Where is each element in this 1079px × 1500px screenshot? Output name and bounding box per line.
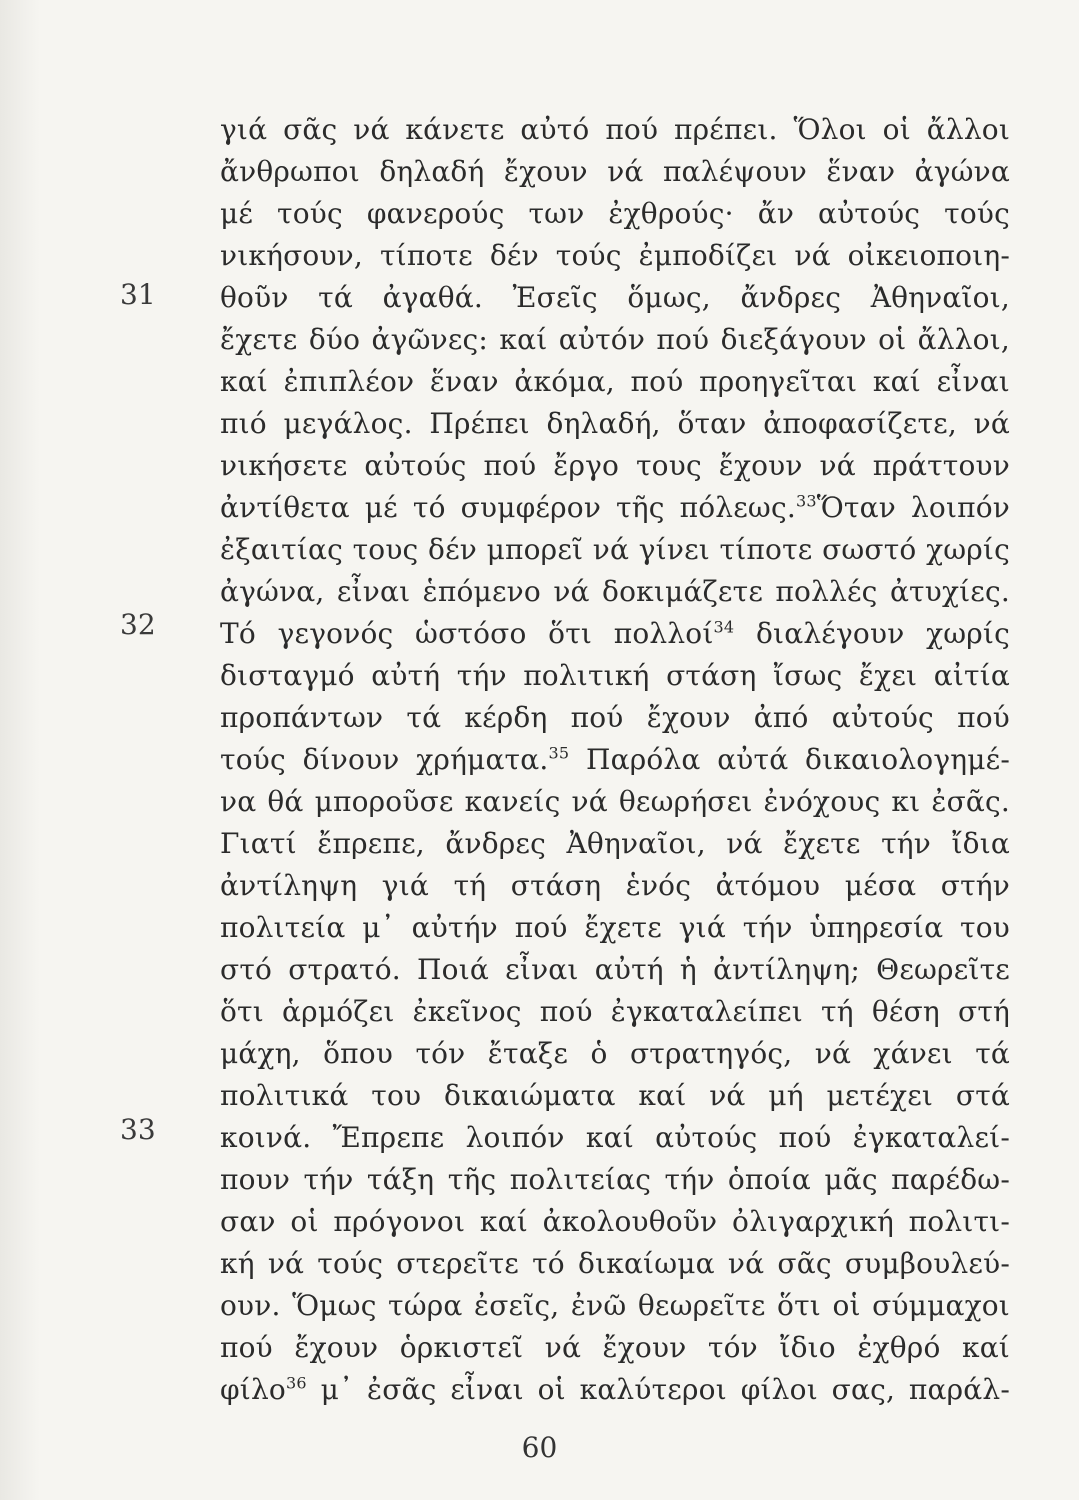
text-line: ἐξαιτίας τους δέν μπορεῖ νά γίνει τίποτε σωστό χωρίς <box>220 533 1010 566</box>
line-text: φίλο <box>220 1373 286 1406</box>
text-line: πιό μεγάλος. Πρέπει δηλαδή, ὅταν ἀποφασίζετε, νά <box>220 407 1010 440</box>
text-line: δισταγμό αὐτή τήν πολιτική στάση ἴσως ἔχει αἰτία <box>220 659 1010 692</box>
text-line: πού ἔχουν ὁρκιστεῖ νά ἔχουν τόν ἴδιο ἐχθρό καί <box>220 1331 1010 1364</box>
footnote-ref-36: 36 <box>286 1373 307 1393</box>
text-line: προπάντων τά κέρδη πού ἔχουν ἀπό αὐτούς πού <box>220 701 1010 734</box>
line-tail-text: Παρόλα αὐτά δικαιολογημέ- <box>585 743 1010 776</box>
text-line: θοῦν τά ἀγαθά. Ἐσεῖς ὅμως, ἄνδρες Ἀθηναῖοι, <box>220 281 1010 314</box>
text-line: κοινά. Ἔπρεπε λοιπόν καί αὐτούς πού ἐγκαταλεί- <box>220 1121 1010 1154</box>
line-text: τούς δίνουν χρήματα. <box>220 743 549 776</box>
text-line: ουν. Ὅμως τώρα ἐσεῖς, ἐνῶ θεωρεῖτε ὅτι οἱ σύμμαχοι <box>220 1289 1010 1322</box>
text-line: σαν οἱ πρόγονοι καί ἀκολουθοῦν ὀλιγαρχική πολιτι- <box>220 1205 1010 1238</box>
line-tail-text: Ὅταν λοιπόν <box>816 491 1011 524</box>
text-line: ἄνθρωποι δηλαδή ἔχουν νά παλέψουν ἕναν ἀγώνα <box>220 155 1010 188</box>
text-line: κή νά τούς στερεῖτε τό δικαίωμα νά σᾶς συμβουλεύ- <box>220 1247 1010 1280</box>
line-tail-text: διαλέγουν χωρίς <box>755 617 1010 650</box>
text-line: πολιτικά του δικαιώματα καί νά μή μετέχει στά <box>220 1079 1010 1112</box>
section-number-33: 33 <box>120 1113 156 1146</box>
line-tail-text: μ᾽ ἐσᾶς εἶναι οἱ καλύτεροι φίλοι σας, παράλ- <box>320 1373 1010 1406</box>
text-line-with-footnote <box>220 1370 1010 1410</box>
text-line: ἔχετε δύο ἀγῶνες: καί αὐτόν πού διεξάγουν οἱ ἄλλοι, <box>220 323 1010 356</box>
text-line: μέ τούς φανερούς των ἐχθρούς· ἄν αὐτούς τούς <box>220 197 1010 230</box>
section-number-31: 31 <box>120 278 156 311</box>
text-line-with-footnote <box>220 614 1010 654</box>
text-line: πολιτεία μ᾽ αὐτήν πού ἔχετε γιά τήν ὑπηρεσία του <box>220 911 1010 944</box>
footnote-ref-35: 35 <box>548 743 570 763</box>
text-line-with-footnote <box>220 740 1010 780</box>
line-text: ἀντίθετα μέ τό συμφέρον τῆς πόλεως. <box>220 491 796 524</box>
footnote-ref-34: 34 <box>713 617 735 637</box>
text-line: νικήσουν, τίποτε δέν τούς ἐμποδίζει νά οἰκειοποιη- <box>220 239 1010 272</box>
text-line: ὅτι ἁρμόζει ἐκεῖνος πού ἐγκαταλείπει τή θέση στή <box>220 995 1010 1028</box>
text-line: γιά σᾶς νά κάνετε αὐτό πού πρέπει. Ὅλοι οἱ ἄλλοι <box>220 113 1010 146</box>
section-number-32: 32 <box>120 608 156 641</box>
text-line: ἀντίληψη γιά τή στάση ἑνός ἀτόμου μέσα στήν <box>220 869 1010 902</box>
page-number: 60 <box>521 1431 558 1464</box>
text-line: πουν τήν τάξη τῆς πολιτείας τήν ὁποία μᾶς παρέδω- <box>220 1163 1010 1196</box>
text-line: νικήσετε αὐτούς πού ἔργο τους ἔχουν νά πράττουν <box>220 449 1010 482</box>
footnote-ref-33: 33 <box>795 491 817 511</box>
line-text: Τό γεγονός ὡστόσο ὅτι πολλοί <box>220 617 714 650</box>
text-line: καί ἐπιπλέον ἕναν ἀκόμα, πού προηγεῖται καί εἶναι <box>220 365 1010 398</box>
text-line: να θά μποροῦσε κανείς νά θεωρήσει ἐνόχους κι ἐσᾶς. <box>220 785 1010 818</box>
text-line-with-footnote <box>220 488 1010 528</box>
page-edge-shadow <box>0 0 40 1500</box>
text-line: στό στρατό. Ποιά εἶναι αὐτή ἡ ἀντίληψη; Θεωρεῖτε <box>220 953 1010 986</box>
text-line: ἀγώνα, εἶναι ἑπόμενο νά δοκιμάζετε πολλές ἀτυχίες. <box>220 575 1010 608</box>
text-line: μάχη, ὅπου τόν ἔταξε ὁ στρατηγός, νά χάνει τά <box>220 1037 1010 1070</box>
text-line: Γιατί ἔπρεπε, ἄνδρες Ἀθηναῖοι, νά ἔχετε τήν ἴδια <box>220 827 1010 860</box>
